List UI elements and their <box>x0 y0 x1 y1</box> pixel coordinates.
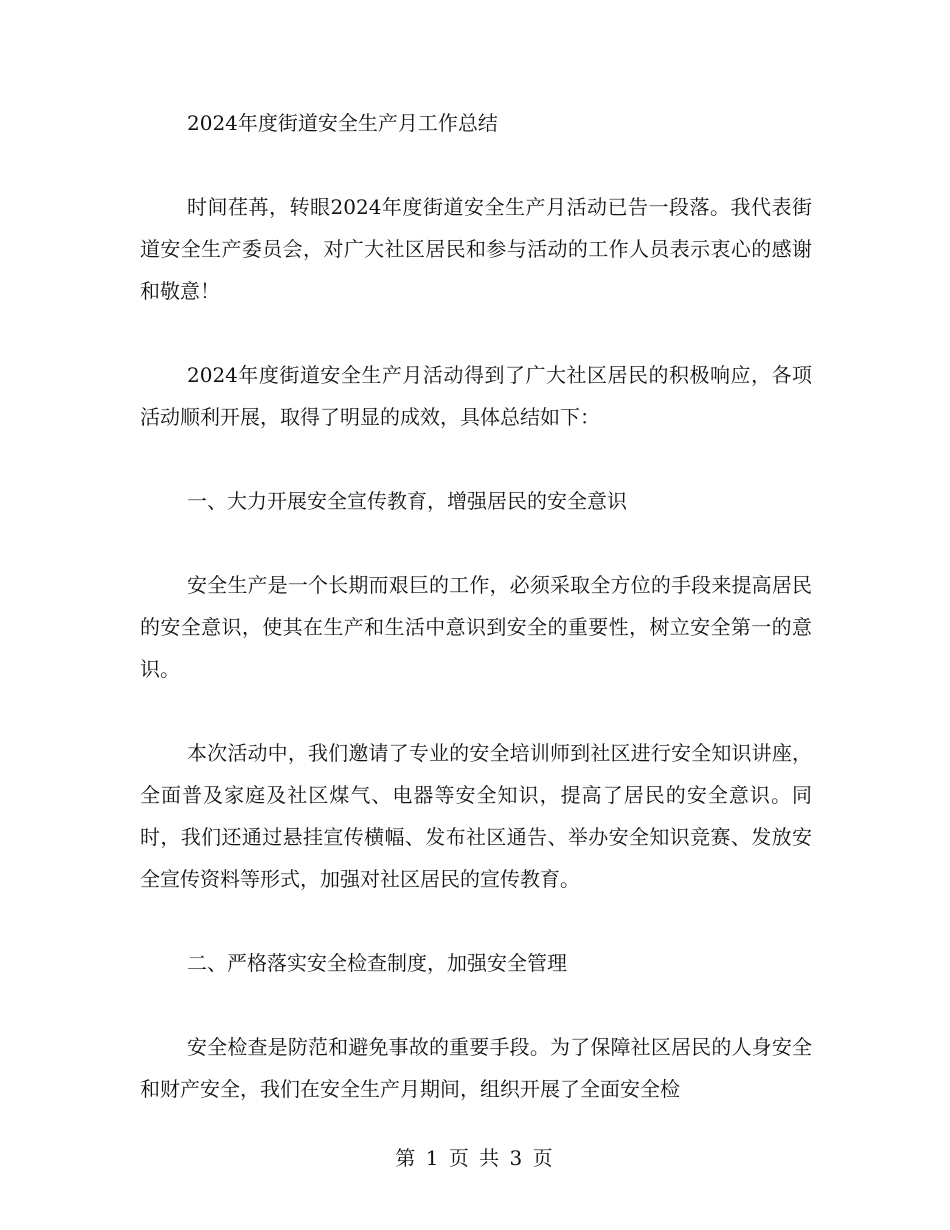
section-heading-1: 一、大力开展安全宣传教育，增强居民的安全意识 <box>187 489 627 513</box>
section-heading-2: 二、严格落实安全检查制度，加强安全管理 <box>187 951 567 975</box>
paragraph-intro: 时间荏苒，转眼2024年度街道安全生产月活动已告一段落。我代表街道安全生产委员会，对广大社区居民和参与活动的工作人员表示衷心的感谢和敬意！ <box>140 195 812 303</box>
document-body <box>140 102 812 1110</box>
paragraph-section1-b: 本次活动中，我们邀请了专业的安全培训师到社区进行安全知识讲座，全面普及家庭及社区煤气、电器等安全知识，提高了居民的安全意识。同时，我们还通过悬挂宣传横幅、发布社区通告、举办安全知识竞赛、发放安全宣传资料等形式，加强对社区居民的宣传教育。 <box>140 741 812 891</box>
paragraph-summary: 2024年度街道安全生产月活动得到了广大社区居民的积极响应，各项活动顺利开展，取得了明显的成效，具体总结如下： <box>140 363 812 429</box>
paragraph-section1-a: 安全生产是一个长期而艰巨的工作，必须采取全方位的手段来提高居民的安全意识，使其在生产和生活中意识到安全的重要性，树立安全第一的意识。 <box>140 573 812 681</box>
paragraph-section2-a: 安全检查是防范和避免事故的重要手段。为了保障社区居民的人身安全和财产安全，我们在安全生产月期间，组织开展了全面安全检 <box>140 1035 812 1101</box>
page-footer: 第 1 页 共 3 页 <box>395 1146 555 1170</box>
document-title: 2024年度街道安全生产月工作总结 <box>187 111 498 135</box>
